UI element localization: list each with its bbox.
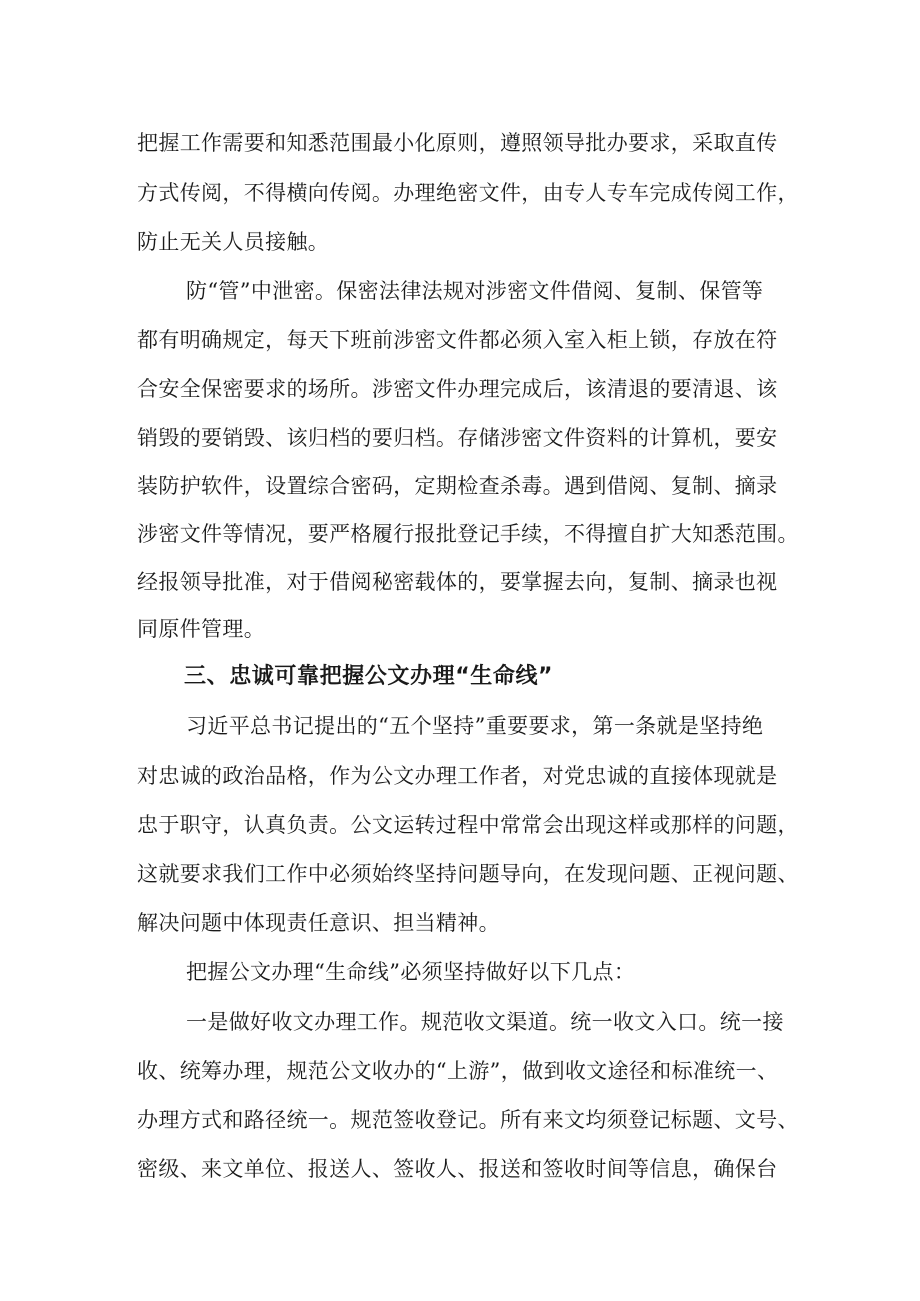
text-line: 销毁的要销毁、该归档的要归档。存储涉密文件资料的计算机，要安 — [137, 426, 778, 450]
text-line: 防止无关人员接触。 — [137, 230, 330, 254]
paragraph-first-line: 习近平总书记提出的“五个坚持”重要要求，第一条就是坚持绝 — [186, 714, 764, 738]
text-line: 合安全保密要求的场所。涉密文件办理完成后，该清退的要清退、该 — [137, 377, 778, 401]
text-line: 解决问题中体现责任意识、担当精神。 — [137, 911, 500, 935]
text-line: 办理方式和路径统一。规范签收登记。所有来文均须登记标题、文号、 — [137, 1108, 799, 1132]
paragraph-first-line: 一是做好收文办理工作。规范收文渠道。统一收文入口。统一接 — [186, 1010, 784, 1034]
text-line: 密级、来文单位、报送人、签收人、报送和签收时间等信息，确保台 — [137, 1157, 778, 1181]
text-line: 对忠诚的政治品格，作为公文办理工作者，对党忠诚的直接体现就是 — [137, 764, 778, 788]
text-line: 都有明确规定，每天下班前涉密文件都必须入室入柜上锁，存放在符 — [137, 328, 778, 352]
text-line: 把握工作需要和知悉范围最小化原则，遵照领导批办要求，采取直传 — [137, 131, 778, 155]
paragraph-first-line: 防“管”中泄密。保密法律法规对涉密文件借阅、复制、保管等 — [186, 279, 764, 303]
text-line: 装防护软件，设置综合密码，定期检查杀毒。遇到借阅、复制、摘录 — [137, 474, 778, 498]
text-line: 忠于职守，认真负责。公文运转过程中常常会出现这样或那样的问题， — [137, 813, 799, 837]
text-line: 经报领导批准，对于借阅秘密载体的，要掌握去向，复制、摘录也视 — [137, 570, 778, 594]
section-heading: 三、忠诚可靠把握公文办理“生命线” — [184, 664, 554, 689]
text-line: 方式传阅，不得横向传阅。办理绝密文件，由专人专车完成传阅工作， — [137, 181, 799, 205]
text-line: 涉密文件等情况，要严格履行报批登记手续，不得擅自扩大知悉范围。 — [137, 522, 799, 546]
paragraph-first-line: 把握公文办理“生命线”必须坚持做好以下几点： — [186, 960, 636, 984]
text-line: 收、统筹办理，规范公文收办的“上游”，做到收文途径和标准统一、 — [137, 1059, 779, 1083]
text-line: 同原件管理。 — [137, 617, 266, 641]
text-line: 这就要求我们工作中必须始终坚持问题导向，在发现问题、正视问题、 — [137, 862, 799, 886]
